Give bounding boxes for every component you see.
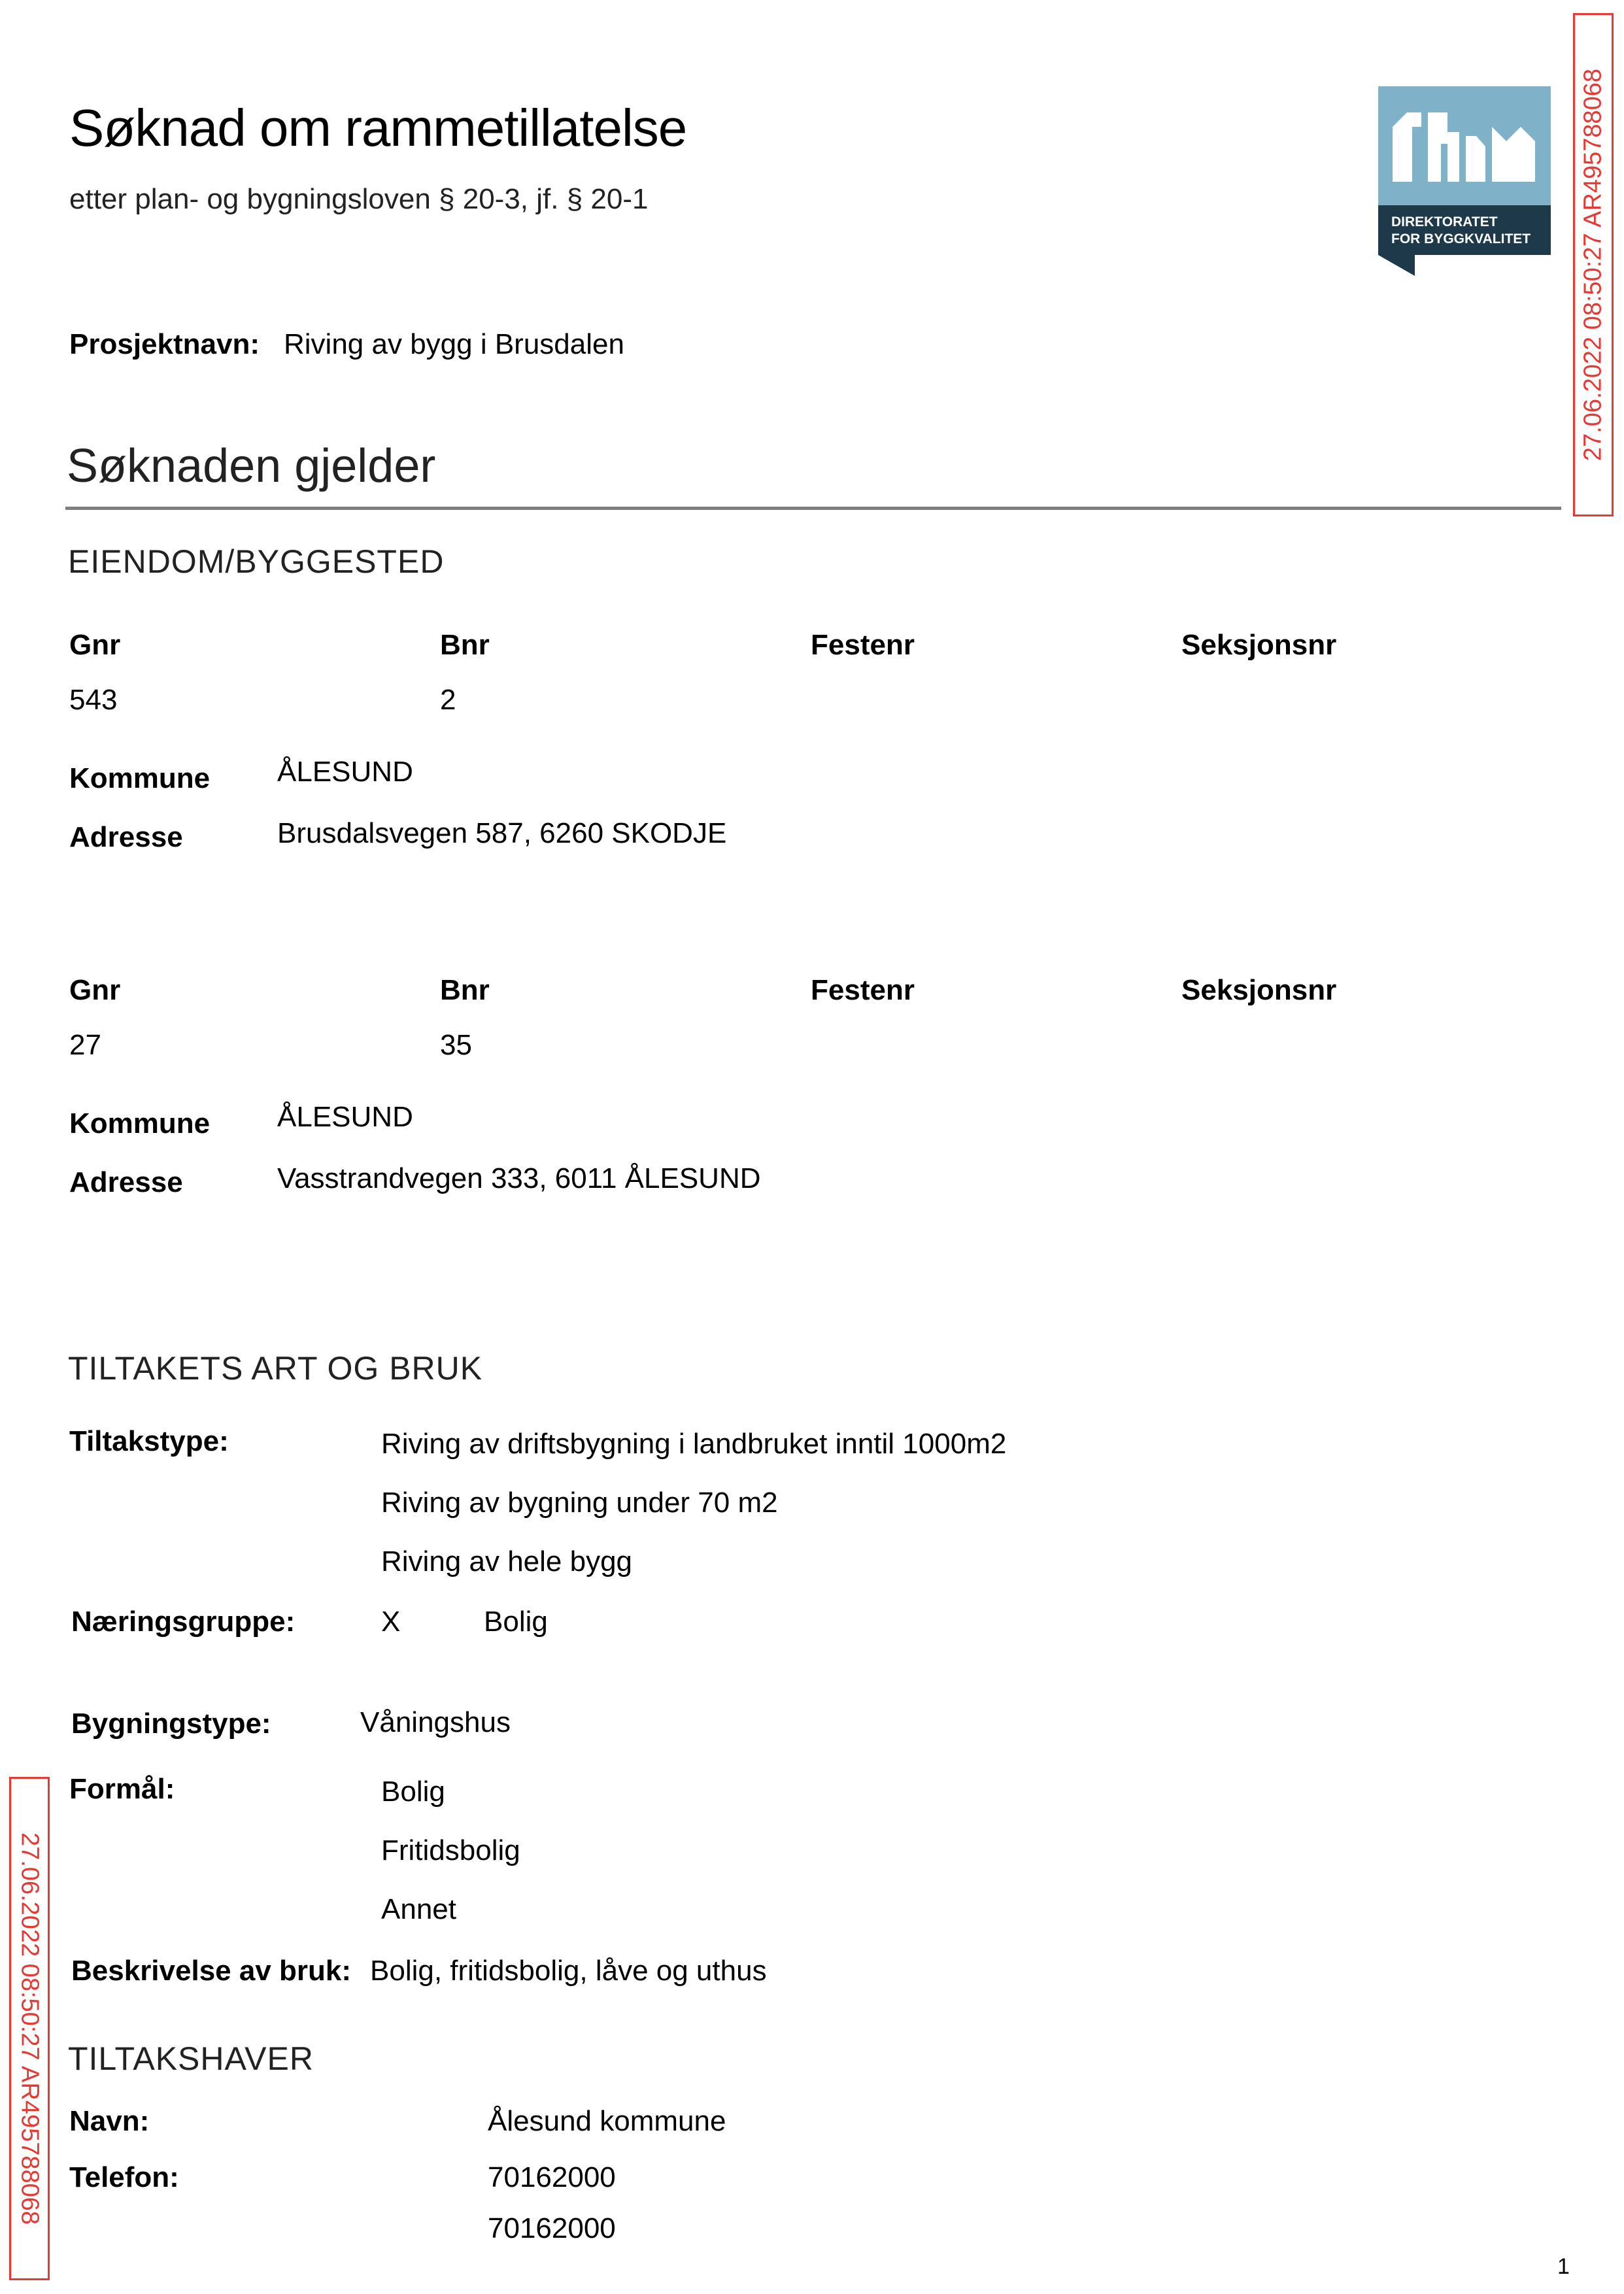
- naeringsgruppe-value: Bolig: [484, 1606, 548, 1638]
- property-heading: EIENDOM/BYGGESTED: [68, 543, 445, 580]
- section-divider: [65, 507, 1561, 510]
- navn-value: Ålesund kommune: [488, 2105, 726, 2137]
- festenr-label: Festenr: [811, 974, 915, 1006]
- bygningstype-label: Bygningstype:: [71, 1708, 271, 1740]
- tiltakstype-label: Tiltakstype:: [69, 1425, 229, 1457]
- document-title: Søknad om rammetillatelse: [69, 99, 687, 157]
- adresse-label: Adresse: [69, 1166, 183, 1198]
- naeringsgruppe-label: Næringsgruppe:: [71, 1606, 296, 1638]
- formal-item: Annet: [381, 1893, 456, 1925]
- received-stamp-text: 27.06.2022 08:50:27 AR495788068: [1579, 68, 1607, 462]
- tiltakshaver-heading: TILTAKSHAVER: [68, 2040, 314, 2077]
- bygningstype-value: Våningshus: [360, 1706, 511, 1738]
- seksjonsnr-label: Seksjonsnr: [1181, 629, 1337, 661]
- tiltak-heading: TILTAKETS ART OG BRUK: [68, 1350, 483, 1387]
- received-stamp: [1573, 13, 1614, 516]
- telefon-value: 70162000: [488, 2161, 616, 2193]
- gnr-label: Gnr: [69, 629, 121, 661]
- formal-label: Formål:: [69, 1773, 175, 1805]
- gnr-value: 27: [69, 1029, 101, 1061]
- adresse-value: Brusdalsvegen 587, 6260 SKODJE: [277, 817, 727, 849]
- navn-label: Navn:: [69, 2105, 150, 2137]
- document-subtitle: etter plan- og bygningsloven § 20-3, jf. § 20-1: [69, 183, 649, 215]
- beskrivelse-value: Bolig, fritidsbolig, låve og uthus: [370, 1955, 767, 1987]
- adresse-label: Adresse: [69, 821, 183, 853]
- gnr-label: Gnr: [69, 974, 121, 1006]
- bnr-label: Bnr: [440, 629, 490, 661]
- formal-item: Bolig: [381, 1776, 445, 1808]
- section-title: Søknaden gjelder: [67, 440, 436, 492]
- dibk-logo: [1378, 86, 1551, 276]
- dibk-logo-icon: [1378, 86, 1551, 276]
- naeringsgruppe-code: X: [381, 1606, 401, 1638]
- project-name-label: Prosjektnavn:: [69, 328, 260, 360]
- bnr-value: 2: [440, 684, 456, 716]
- festenr-label: Festenr: [811, 629, 915, 661]
- received-stamp-text: 27.06.2022 08:50:27 AR495788068: [16, 1832, 44, 2225]
- telefon-label: Telefon:: [69, 2161, 179, 2193]
- bnr-value: 35: [440, 1029, 472, 1061]
- tiltakstype-item: Riving av hele bygg: [381, 1545, 633, 1577]
- bnr-label: Bnr: [440, 974, 490, 1006]
- svg-text:DIREKTORATET: DIREKTORATET: [1391, 214, 1498, 229]
- kommune-value: ÅLESUND: [277, 756, 413, 788]
- seksjonsnr-label: Seksjonsnr: [1181, 974, 1337, 1006]
- beskrivelse-label: Beskrivelse av bruk:: [71, 1955, 352, 1987]
- gnr-value: 543: [69, 684, 118, 716]
- adresse-value: Vasstrandvegen 333, 6011 ÅLESUND: [277, 1162, 761, 1194]
- received-stamp: [9, 1777, 50, 2280]
- tiltakstype-item: Riving av bygning under 70 m2: [381, 1487, 778, 1519]
- page-number: 1: [1557, 2254, 1570, 2279]
- kommune-label: Kommune: [69, 762, 211, 794]
- svg-text:FOR BYGGKVALITET: FOR BYGGKVALITET: [1391, 231, 1531, 246]
- kommune-label: Kommune: [69, 1107, 211, 1139]
- tiltakstype-item: Riving av driftsbygning i landbruket inntil 1000m2: [381, 1428, 1007, 1460]
- formal-item: Fritidsbolig: [381, 1834, 520, 1866]
- project-name-value: Riving av bygg i Brusdalen: [284, 328, 624, 360]
- telefon-value: 70162000: [488, 2212, 616, 2244]
- kommune-value: ÅLESUND: [277, 1101, 413, 1133]
